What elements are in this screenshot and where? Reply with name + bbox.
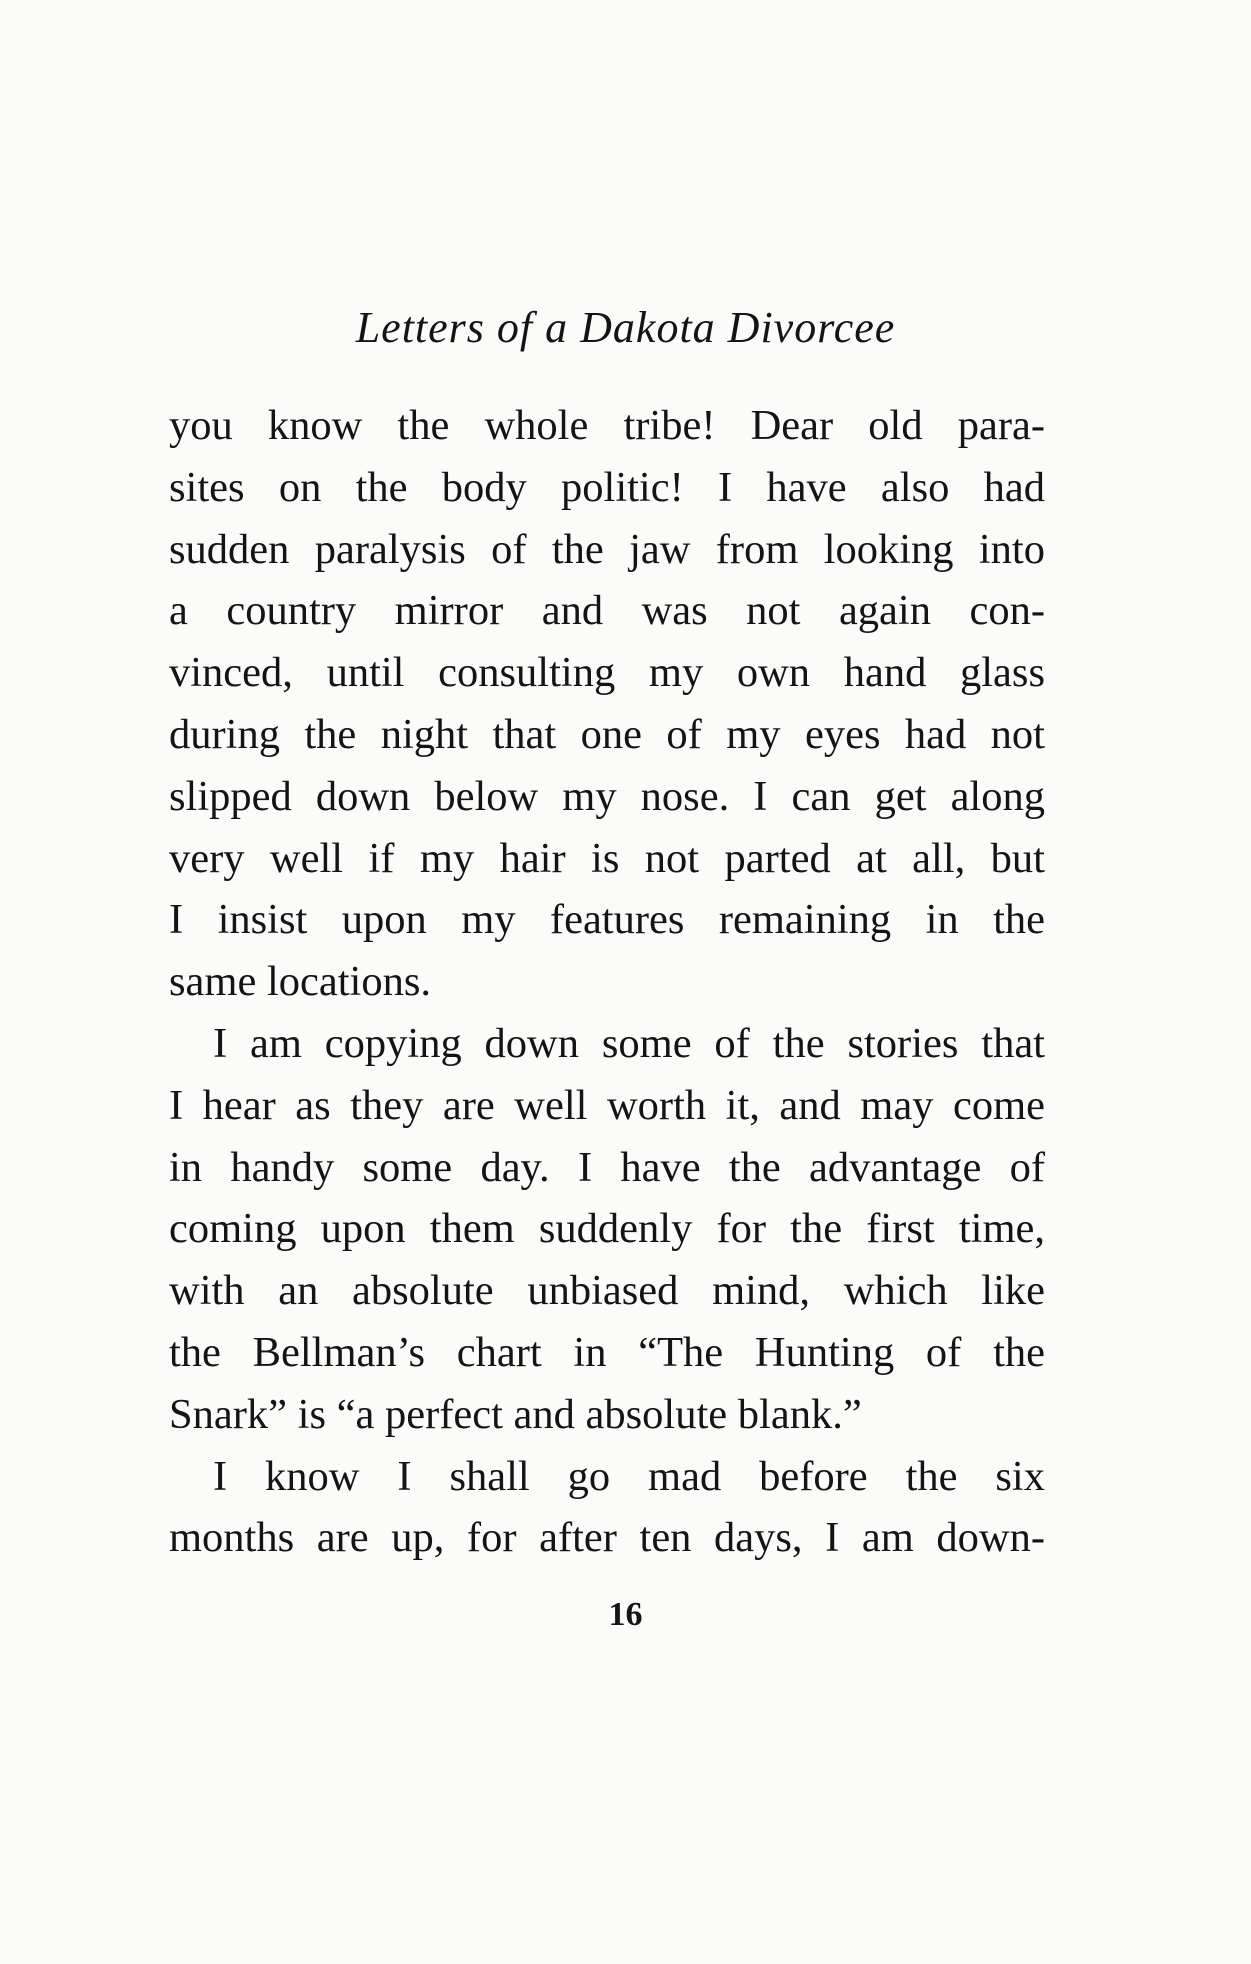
text-line: in handy some day. I have the advantage of [169, 1143, 1045, 1191]
text-line: vinced, until consulting my own hand glass [169, 649, 1045, 697]
text-line: coming upon them suddenly for the first time, [169, 1205, 1045, 1253]
text-line: months are up, for after ten days, I am down- [169, 1514, 1045, 1562]
text-line: a country mirror and was not again con- [169, 587, 1045, 635]
text-line: with an absolute unbiased mind, which like [169, 1267, 1045, 1315]
text-line: I know I shall go mad before the six [213, 1452, 1045, 1500]
text-line: I insist upon my features remaining in the [169, 896, 1045, 944]
text-line: sudden paralysis of the jaw from looking into [169, 525, 1045, 573]
text-line: Snark” is “a perfect and absolute blank.” [169, 1390, 862, 1438]
body-text [169, 395, 1045, 1569]
running-head: Letters of a Dakota Divorcee [355, 303, 896, 352]
text-line: during the night that one of my eyes had not [169, 710, 1045, 758]
text-line: I hear as they are well worth it, and may come [169, 1081, 1045, 1129]
text-line: I am copying down some of the stories that [213, 1019, 1045, 1067]
text-line: the Bellman’s chart in “The Hunting of the [169, 1328, 1045, 1376]
text-line: you know the whole tribe! Dear old para- [169, 402, 1045, 449]
text-line: very well if my hair is not parted at all, but [169, 834, 1045, 882]
text-line: slipped down below my nose. I can get along [169, 772, 1045, 820]
text-line: same locations. [169, 958, 432, 1006]
text-line: sites on the body politic! I have also had [169, 463, 1045, 511]
page-number: 16 [608, 1596, 643, 1633]
